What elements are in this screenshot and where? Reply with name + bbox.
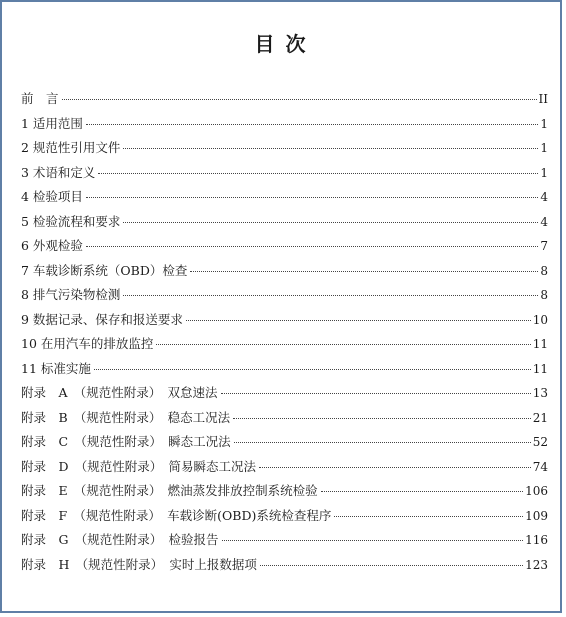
toc-entry-page: 74 — [532, 459, 548, 474]
dot-leader — [259, 453, 531, 468]
dot-leader — [222, 526, 524, 541]
dot-leader — [98, 159, 538, 174]
toc-entry-label: 3 术语和定义 — [21, 164, 96, 180]
toc-entry-page: 10 — [532, 312, 548, 327]
toc-entry-label: 6 外观检验 — [21, 238, 83, 253]
toc-entry-page: 8 — [540, 263, 548, 278]
toc-entry-label: 1 适用范围 — [21, 115, 83, 131]
toc-entry-label: 附录 D （规范性附录） 简易瞬态工况法 — [21, 458, 257, 474]
toc-entry-label: 5 检验流程和要求 — [21, 213, 121, 229]
dot-leader — [321, 477, 523, 492]
toc-entry-page: II — [538, 92, 548, 106]
dot-leader — [233, 404, 531, 419]
toc-entry-label: 前 言 — [21, 91, 59, 106]
toc-entry-label: 附录 C （规范性附录） 瞬态工况法 — [21, 434, 231, 449]
toc-entry-page: 4 — [540, 190, 548, 204]
dot-leader — [190, 257, 538, 272]
toc-entry-label: 10 在用汽车的排放监控 — [21, 336, 154, 351]
toc-entry-label: 9 数据记录、保存和报送要求 — [21, 311, 183, 327]
toc-entry-label: 7 车载诊断系统（OBD）检查 — [21, 262, 188, 278]
toc-entry-page: 106 — [525, 484, 548, 498]
dot-leader — [62, 85, 537, 100]
toc-entry-page: 123 — [525, 557, 548, 572]
toc-entry-page: 1 — [540, 165, 548, 180]
toc-entry-label: 附录 E （规范性附录） 燃油蒸发排放控制系统检验 — [21, 483, 318, 498]
toc-entry-page: 13 — [532, 386, 548, 400]
toc-entry-label: 附录 H （规范性附录） 实时上报数据项 — [21, 556, 257, 572]
dot-leader — [186, 306, 531, 321]
dot-leader — [334, 502, 523, 517]
toc-entry-page: 7 — [540, 239, 548, 253]
toc-entry-page: 11 — [532, 337, 548, 351]
toc-entry-label: 附录 G （规范性附录） 检验报告 — [21, 532, 219, 547]
dot-leader — [221, 379, 531, 394]
dot-leader — [234, 428, 531, 443]
dot-leader — [260, 551, 523, 566]
toc-entry-page: 52 — [532, 435, 548, 449]
toc-entry-page: 109 — [525, 508, 548, 523]
dot-leader — [86, 183, 538, 198]
toc-entry-label: 附录 A （规范性附录） 双怠速法 — [21, 385, 218, 400]
toc-entry-page: 11 — [532, 361, 548, 376]
table-of-contents — [21, 88, 548, 578]
dot-leader — [123, 134, 538, 149]
toc-entry-label: 4 检验项目 — [21, 189, 83, 204]
toc-entry-label: 附录 F （规范性附录） 车载诊断(OBD)系统检查程序 — [21, 507, 332, 523]
toc-entry[interactable] — [21, 554, 548, 579]
toc-entry-label: 附录 B （规范性附录） 稳态工况法 — [21, 409, 231, 425]
toc-entry-page: 1 — [540, 141, 548, 155]
toc-entry-page: 4 — [540, 214, 548, 229]
toc-entry-page: 116 — [525, 533, 548, 547]
toc-entry-page: 1 — [540, 116, 548, 131]
toc-entry-page: 21 — [532, 410, 548, 425]
toc-entry-label: 2 规范性引用文件 — [21, 140, 121, 155]
dot-leader — [123, 208, 538, 223]
dot-leader — [86, 232, 538, 247]
toc-entry-page: 8 — [540, 288, 548, 302]
toc-title: 目 次 — [254, 32, 308, 56]
dot-leader — [156, 330, 530, 345]
toc-entry-label: 8 排气污染物检测 — [21, 287, 121, 302]
dot-leader — [94, 355, 531, 370]
dot-leader — [123, 281, 538, 296]
toc-entry-label: 11 标准实施 — [21, 360, 91, 376]
dot-leader — [86, 110, 538, 125]
